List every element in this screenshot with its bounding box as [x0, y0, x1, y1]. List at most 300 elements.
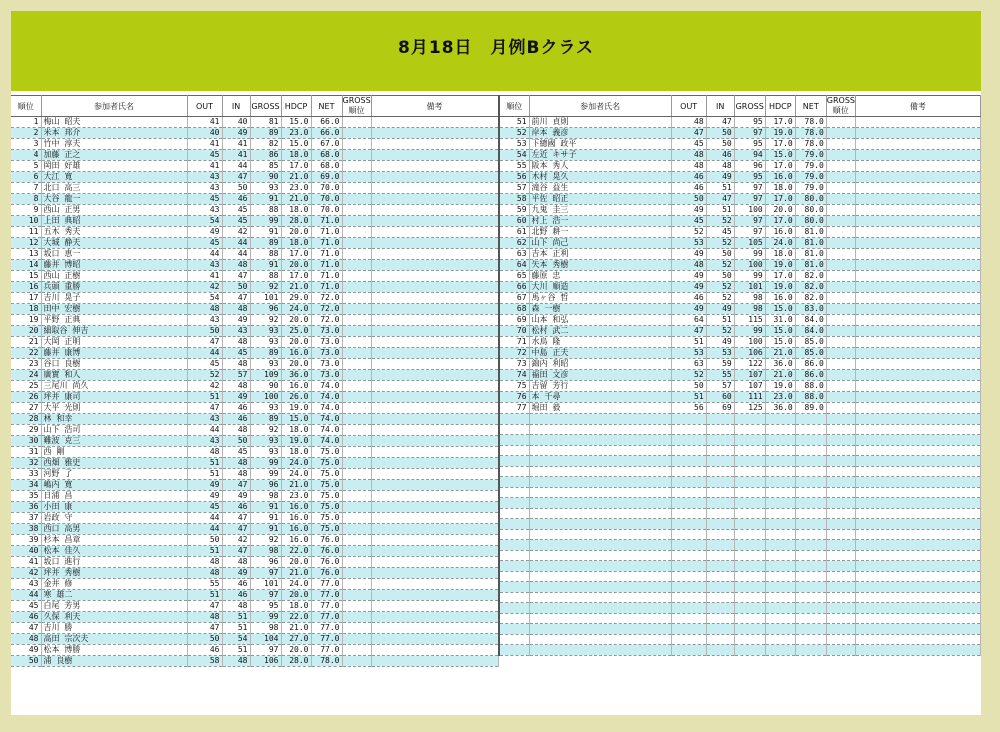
name-cell — [529, 445, 671, 456]
gross-cell: 99 — [250, 458, 281, 469]
in-cell: 57 — [706, 381, 734, 392]
gross-rank-cell — [342, 161, 371, 172]
net-cell: 77.0 — [311, 623, 342, 634]
name-cell: 寒 雄二 — [41, 590, 187, 601]
rank-cell: 71 — [499, 337, 529, 348]
in-cell: 46 — [222, 403, 250, 414]
in-cell: 49 — [706, 304, 734, 315]
net-cell: 71.0 — [311, 260, 342, 271]
gross-cell: 97 — [734, 194, 765, 205]
net-cell: 83.0 — [795, 304, 826, 315]
rank-cell: 56 — [499, 172, 529, 183]
gross-rank-cell — [342, 359, 371, 370]
in-cell: 51 — [222, 623, 250, 634]
hdcp-cell — [765, 529, 795, 540]
name-cell: 白尾 芳男 — [41, 601, 187, 612]
out-cell: 46 — [187, 645, 222, 656]
net-cell: 66.0 — [311, 128, 342, 139]
name-cell: 廣實 和人 — [41, 370, 187, 381]
remarks-cell — [855, 634, 980, 645]
table-row — [11, 392, 498, 403]
col-remarks: 備考 — [855, 96, 980, 117]
remarks-cell — [371, 502, 498, 513]
gross-cell: 88 — [250, 249, 281, 260]
hdcp-cell: 19.0 — [765, 381, 795, 392]
name-cell: 上田 典昭 — [41, 216, 187, 227]
in-cell: 57 — [222, 370, 250, 381]
gross-cell — [734, 540, 765, 551]
net-cell: 75.0 — [311, 458, 342, 469]
in-cell — [706, 456, 734, 467]
gross-rank-cell — [826, 603, 855, 614]
hdcp-cell: 18.0 — [765, 249, 795, 260]
net-cell: 76.0 — [311, 568, 342, 579]
rank-cell: 4 — [11, 150, 41, 161]
in-cell: 50 — [706, 139, 734, 150]
table-row — [499, 139, 981, 150]
out-cell — [671, 498, 706, 509]
out-cell — [671, 414, 706, 425]
rank-cell: 69 — [499, 315, 529, 326]
gross-cell: 98 — [734, 304, 765, 315]
gross-cell: 82 — [250, 139, 281, 150]
out-cell: 53 — [671, 348, 706, 359]
net-cell: 82.0 — [795, 282, 826, 293]
table-row — [11, 469, 498, 480]
out-cell — [671, 550, 706, 561]
name-cell: 木村 晃久 — [529, 172, 671, 183]
hdcp-cell: 17.0 — [765, 271, 795, 282]
remarks-cell — [855, 249, 980, 260]
net-cell: 79.0 — [795, 161, 826, 172]
in-cell — [706, 466, 734, 477]
results-table-right — [498, 95, 981, 656]
gross-rank-cell — [342, 469, 371, 480]
net-cell — [795, 487, 826, 498]
in-cell: 48 — [222, 469, 250, 480]
rank-cell — [499, 498, 529, 509]
table-row — [499, 238, 981, 249]
name-cell: 吉川 勝 — [41, 623, 187, 634]
hdcp-cell: 20.0 — [281, 337, 311, 348]
gross-rank-cell — [826, 249, 855, 260]
out-cell: 45 — [187, 238, 222, 249]
gross-cell — [734, 519, 765, 530]
gross-cell: 98 — [734, 293, 765, 304]
net-cell: 75.0 — [311, 447, 342, 458]
hdcp-cell: 18.0 — [281, 150, 311, 161]
gross-rank-cell — [342, 194, 371, 205]
name-cell — [529, 529, 671, 540]
remarks-cell — [855, 238, 980, 249]
gross-cell — [734, 466, 765, 477]
in-cell — [706, 550, 734, 561]
table-row — [499, 282, 981, 293]
in-cell — [706, 445, 734, 456]
table-row — [499, 194, 981, 205]
name-cell: 前川 貞則 — [529, 117, 671, 128]
net-cell — [795, 571, 826, 582]
gross-rank-cell — [342, 348, 371, 359]
in-cell: 50 — [706, 271, 734, 282]
gross-rank-cell — [342, 645, 371, 656]
rank-cell — [499, 477, 529, 488]
name-cell: 河野 了 — [41, 469, 187, 480]
results-sheet — [11, 91, 981, 715]
out-cell: 48 — [187, 557, 222, 568]
name-cell — [529, 550, 671, 561]
name-cell: 岸本 義彦 — [529, 128, 671, 139]
in-cell: 47 — [222, 293, 250, 304]
rank-cell — [499, 508, 529, 519]
gross-cell: 95 — [734, 117, 765, 128]
gross-rank-cell — [342, 381, 371, 392]
table-row — [499, 392, 981, 403]
out-cell: 44 — [187, 513, 222, 524]
net-cell — [795, 414, 826, 425]
in-cell: 43 — [222, 326, 250, 337]
gross-rank-cell — [826, 381, 855, 392]
gross-rank-cell — [826, 194, 855, 205]
gross-cell: 125 — [734, 403, 765, 414]
net-cell: 75.0 — [311, 491, 342, 502]
hdcp-cell: 21.0 — [281, 623, 311, 634]
remarks-cell — [855, 216, 980, 227]
remarks-cell — [855, 403, 980, 414]
gross-cell — [734, 624, 765, 635]
name-cell: 三尾川 尚久 — [41, 381, 187, 392]
gross-cell — [734, 571, 765, 582]
rank-cell: 24 — [11, 370, 41, 381]
table-row — [11, 491, 498, 502]
name-cell: 山下 浩司 — [41, 425, 187, 436]
table-row — [11, 557, 498, 568]
in-cell — [706, 529, 734, 540]
remarks-cell — [371, 491, 498, 502]
in-cell: 46 — [222, 414, 250, 425]
name-cell: 滝谷 益生 — [529, 183, 671, 194]
gross-cell: 96 — [250, 557, 281, 568]
gross-rank-cell — [342, 227, 371, 238]
gross-cell — [734, 498, 765, 509]
in-cell: 45 — [222, 205, 250, 216]
name-cell — [529, 613, 671, 624]
gross-cell: 91 — [250, 227, 281, 238]
gross-cell: 101 — [250, 293, 281, 304]
out-cell: 52 — [671, 227, 706, 238]
col-rank: 順位 — [11, 96, 41, 117]
rank-cell — [499, 445, 529, 456]
gross-rank-cell — [826, 172, 855, 183]
name-cell: 坪井 秀樹 — [41, 568, 187, 579]
gross-cell: 89 — [250, 128, 281, 139]
net-cell: 77.0 — [311, 601, 342, 612]
out-cell: 48 — [671, 117, 706, 128]
out-cell: 51 — [187, 546, 222, 557]
net-cell — [795, 540, 826, 551]
net-cell: 72.0 — [311, 304, 342, 315]
gross-rank-cell — [826, 613, 855, 624]
hdcp-cell: 15.0 — [281, 139, 311, 150]
net-cell: 71.0 — [311, 227, 342, 238]
name-cell: 竹中 淳夫 — [41, 139, 187, 150]
in-cell: 52 — [706, 216, 734, 227]
rank-cell: 27 — [11, 403, 41, 414]
name-cell: 吉留 芳行 — [529, 381, 671, 392]
name-cell — [529, 624, 671, 635]
name-cell: 西山 正男 — [41, 205, 187, 216]
gross-cell: 106 — [250, 656, 281, 667]
col-remarks: 備考 — [371, 96, 498, 117]
in-cell: 47 — [222, 546, 250, 557]
rank-cell: 76 — [499, 392, 529, 403]
in-cell: 40 — [222, 117, 250, 128]
gross-rank-cell — [342, 315, 371, 326]
table-row — [499, 172, 981, 183]
in-cell: 52 — [706, 326, 734, 337]
net-cell: 73.0 — [311, 348, 342, 359]
name-cell: 嶋内 寛 — [41, 480, 187, 491]
hdcp-cell — [765, 487, 795, 498]
in-cell: 55 — [706, 370, 734, 381]
name-cell: 浦 良樹 — [41, 656, 187, 667]
net-cell: 67.0 — [311, 139, 342, 150]
hdcp-cell: 16.0 — [765, 172, 795, 183]
hdcp-cell: 16.0 — [765, 227, 795, 238]
remarks-cell — [371, 282, 498, 293]
net-cell: 71.0 — [311, 249, 342, 260]
name-cell: 錦内 利昭 — [529, 359, 671, 370]
hdcp-cell: 17.0 — [765, 139, 795, 150]
in-cell: 49 — [706, 172, 734, 183]
gross-rank-cell — [342, 150, 371, 161]
out-cell: 49 — [671, 249, 706, 260]
rank-cell — [499, 540, 529, 551]
hdcp-cell — [765, 550, 795, 561]
rank-cell: 50 — [11, 656, 41, 667]
net-cell: 81.0 — [795, 227, 826, 238]
net-cell — [795, 466, 826, 477]
table-row — [11, 205, 498, 216]
rank-cell: 54 — [499, 150, 529, 161]
rank-cell: 64 — [499, 260, 529, 271]
remarks-cell — [371, 469, 498, 480]
rank-cell: 8 — [11, 194, 41, 205]
rank-cell: 36 — [11, 502, 41, 513]
remarks-cell — [371, 403, 498, 414]
hdcp-cell — [765, 582, 795, 593]
net-cell: 81.0 — [795, 238, 826, 249]
out-cell — [671, 592, 706, 603]
net-cell — [795, 445, 826, 456]
net-cell — [795, 582, 826, 593]
name-cell — [529, 634, 671, 645]
gross-cell: 99 — [734, 326, 765, 337]
out-cell: 41 — [187, 117, 222, 128]
out-cell: 43 — [187, 414, 222, 425]
rank-cell: 20 — [11, 326, 41, 337]
remarks-cell — [371, 128, 498, 139]
rank-cell: 55 — [499, 161, 529, 172]
out-cell: 43 — [187, 260, 222, 271]
gross-cell: 99 — [734, 271, 765, 282]
net-cell: 81.0 — [795, 260, 826, 271]
out-cell: 45 — [187, 359, 222, 370]
gross-rank-cell — [342, 403, 371, 414]
gross-cell: 96 — [250, 304, 281, 315]
out-cell — [671, 645, 706, 656]
name-cell: 藤井 康博 — [41, 348, 187, 359]
net-cell: 77.0 — [311, 634, 342, 645]
gross-rank-cell — [342, 128, 371, 139]
gross-rank-cell — [826, 571, 855, 582]
rank-cell: 46 — [11, 612, 41, 623]
gross-cell: 89 — [250, 348, 281, 359]
gross-rank-cell — [826, 304, 855, 315]
name-cell: 松本 佳久 — [41, 546, 187, 557]
out-cell — [671, 529, 706, 540]
in-cell: 47 — [706, 117, 734, 128]
remarks-cell — [371, 172, 498, 183]
net-cell — [795, 645, 826, 656]
name-cell: 林 和幸 — [41, 414, 187, 425]
hdcp-cell: 21.0 — [765, 348, 795, 359]
net-cell: 70.0 — [311, 194, 342, 205]
remarks-cell — [855, 561, 980, 572]
remarks-cell — [855, 445, 980, 456]
rank-cell — [499, 466, 529, 477]
gross-rank-cell — [826, 392, 855, 403]
name-cell — [529, 435, 671, 446]
name-cell — [529, 603, 671, 614]
hdcp-cell: 20.0 — [281, 315, 311, 326]
table-row — [499, 487, 981, 498]
in-cell — [706, 561, 734, 572]
gross-cell — [734, 550, 765, 561]
name-cell — [529, 466, 671, 477]
hdcp-cell: 23.0 — [765, 392, 795, 403]
out-cell: 47 — [671, 326, 706, 337]
table-row — [11, 524, 498, 535]
name-cell: 本 千尋 — [529, 392, 671, 403]
remarks-cell — [855, 304, 980, 315]
gross-cell: 97 — [734, 216, 765, 227]
remarks-cell — [855, 645, 980, 656]
net-cell: 84.0 — [795, 315, 826, 326]
remarks-cell — [855, 487, 980, 498]
gross-cell: 104 — [250, 634, 281, 645]
in-cell: 54 — [222, 634, 250, 645]
table-row — [499, 337, 981, 348]
in-cell: 60 — [706, 392, 734, 403]
net-cell — [795, 550, 826, 561]
rank-cell: 23 — [11, 359, 41, 370]
hdcp-cell — [765, 561, 795, 572]
table-row — [11, 546, 498, 557]
in-cell: 59 — [706, 359, 734, 370]
out-cell: 47 — [187, 601, 222, 612]
remarks-cell — [855, 205, 980, 216]
gross-cell: 99 — [250, 216, 281, 227]
gross-rank-cell — [342, 480, 371, 491]
remarks-cell — [855, 477, 980, 488]
header-row — [11, 96, 498, 117]
rank-cell — [499, 582, 529, 593]
name-cell — [529, 477, 671, 488]
table-row — [499, 540, 981, 551]
gross-rank-cell — [342, 326, 371, 337]
out-cell — [671, 582, 706, 593]
rank-cell: 18 — [11, 304, 41, 315]
name-cell: 松本 博勝 — [41, 645, 187, 656]
in-cell: 47 — [706, 194, 734, 205]
out-cell: 41 — [187, 161, 222, 172]
gross-rank-cell — [826, 359, 855, 370]
gross-rank-cell — [342, 579, 371, 590]
rank-cell: 60 — [499, 216, 529, 227]
rank-cell — [499, 561, 529, 572]
table-row — [11, 645, 498, 656]
hdcp-cell — [765, 508, 795, 519]
in-cell: 48 — [222, 656, 250, 667]
gross-cell: 97 — [250, 590, 281, 601]
out-cell: 45 — [187, 150, 222, 161]
rank-cell: 47 — [11, 623, 41, 634]
col-hdcp: HDCP — [281, 96, 311, 117]
gross-cell: 90 — [250, 172, 281, 183]
gross-rank-cell — [342, 117, 371, 128]
name-cell: 兵頭 重勝 — [41, 282, 187, 293]
name-cell: 小田 康 — [41, 502, 187, 513]
table-row — [11, 183, 498, 194]
name-cell: 久保 利夫 — [41, 612, 187, 623]
out-cell: 43 — [187, 172, 222, 183]
gross-rank-cell — [826, 477, 855, 488]
hdcp-cell: 17.0 — [765, 216, 795, 227]
out-cell — [671, 624, 706, 635]
gross-rank-cell — [826, 508, 855, 519]
name-cell: 米本 邦介 — [41, 128, 187, 139]
hdcp-cell: 24.0 — [281, 579, 311, 590]
gross-cell: 99 — [734, 249, 765, 260]
gross-cell: 97 — [250, 645, 281, 656]
rank-cell — [499, 550, 529, 561]
gross-cell — [734, 634, 765, 645]
gross-rank-cell — [826, 592, 855, 603]
out-cell — [671, 424, 706, 435]
rank-cell: 34 — [11, 480, 41, 491]
remarks-cell — [855, 424, 980, 435]
gross-rank-cell — [826, 117, 855, 128]
table-row — [499, 445, 981, 456]
table-row — [499, 150, 981, 161]
net-cell — [795, 456, 826, 467]
hdcp-cell: 15.0 — [281, 414, 311, 425]
out-cell: 49 — [187, 227, 222, 238]
remarks-cell — [371, 293, 498, 304]
gross-rank-cell — [342, 436, 371, 447]
gross-rank-cell — [826, 370, 855, 381]
out-cell: 42 — [187, 381, 222, 392]
hdcp-cell — [765, 445, 795, 456]
gross-cell: 106 — [734, 348, 765, 359]
gross-cell: 99 — [250, 612, 281, 623]
table-row — [499, 260, 981, 271]
rank-cell: 68 — [499, 304, 529, 315]
hdcp-cell: 16.0 — [281, 524, 311, 535]
rank-cell: 17 — [11, 293, 41, 304]
hdcp-cell: 22.0 — [281, 546, 311, 557]
